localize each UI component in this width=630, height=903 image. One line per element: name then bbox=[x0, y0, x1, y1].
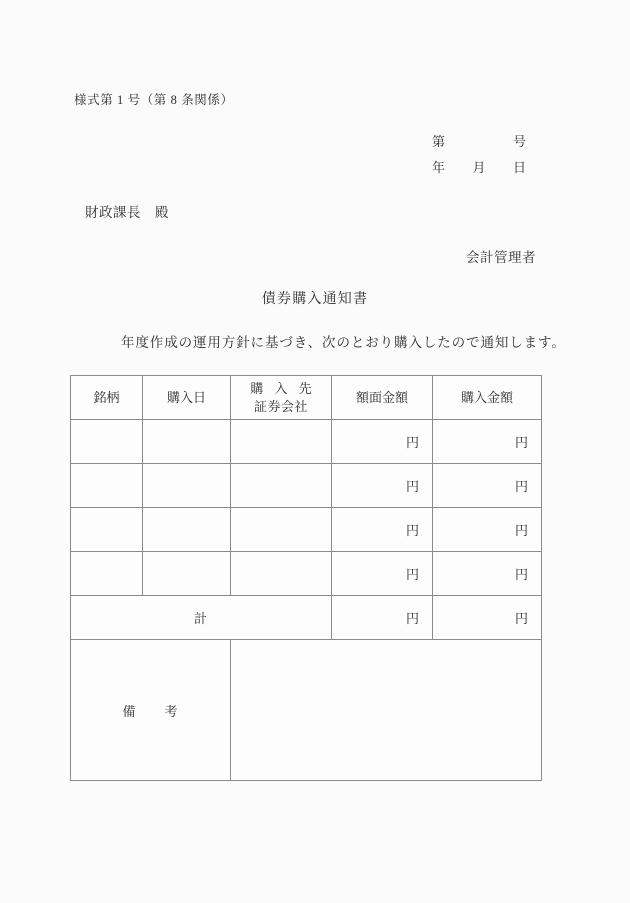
header-cell-purchase-value: 購入金額 bbox=[433, 376, 542, 420]
cell-broker[interactable] bbox=[231, 552, 332, 596]
cell-meigara[interactable] bbox=[71, 552, 143, 596]
table-row bbox=[71, 464, 542, 508]
total-face-value[interactable]: 円 bbox=[332, 596, 433, 640]
cell-meigara[interactable] bbox=[71, 508, 143, 552]
document-number-field: 第 号 bbox=[432, 134, 527, 149]
cell-purchase-value[interactable]: 円 bbox=[433, 552, 542, 596]
header-broker-line1: 購 入 先 bbox=[250, 380, 316, 396]
total-purchase-value[interactable]: 円 bbox=[433, 596, 542, 640]
purchase-table-container bbox=[70, 375, 541, 781]
total-label: 計 bbox=[71, 596, 332, 640]
cell-purchase-value[interactable]: 円 bbox=[433, 464, 542, 508]
header-broker-lines bbox=[231, 380, 331, 415]
document-date-field: 年 月 日 bbox=[432, 160, 527, 175]
sender-label: 会計管理者 bbox=[466, 250, 536, 265]
cell-purchase-value[interactable]: 円 bbox=[433, 508, 542, 552]
table-header-row bbox=[71, 376, 542, 420]
header-cell-face-value: 額面金額 bbox=[332, 376, 433, 420]
table-total-row bbox=[71, 596, 542, 640]
page-title: 債券購入通知書 bbox=[261, 292, 369, 307]
cell-meigara[interactable] bbox=[71, 420, 143, 464]
cell-purchase-value[interactable]: 円 bbox=[433, 420, 542, 464]
cell-face-value[interactable]: 円 bbox=[332, 420, 433, 464]
cell-purchase-date[interactable] bbox=[143, 420, 231, 464]
cell-face-value[interactable]: 円 bbox=[332, 464, 433, 508]
cell-purchase-date[interactable] bbox=[143, 508, 231, 552]
cell-purchase-date[interactable] bbox=[143, 552, 231, 596]
table-row bbox=[71, 420, 542, 464]
table-row bbox=[71, 508, 542, 552]
cell-broker[interactable] bbox=[231, 464, 332, 508]
purchase-table bbox=[70, 375, 542, 781]
header-cell-broker bbox=[231, 376, 332, 420]
header-broker-line2: 証券会社 bbox=[253, 398, 308, 414]
cell-meigara[interactable] bbox=[71, 464, 143, 508]
remarks-content[interactable] bbox=[231, 640, 542, 781]
header-cell-meigara: 銘柄 bbox=[71, 376, 143, 420]
cell-face-value[interactable]: 円 bbox=[332, 508, 433, 552]
form-number-label: 様式第 1 号（第 8 条関係） bbox=[74, 93, 234, 107]
remarks-label: 備 考 bbox=[71, 640, 231, 781]
table-remarks-row bbox=[71, 640, 542, 781]
header-cell-purchase-date: 購入日 bbox=[143, 376, 231, 420]
cell-purchase-date[interactable] bbox=[143, 464, 231, 508]
cell-face-value[interactable]: 円 bbox=[332, 552, 433, 596]
table-row bbox=[71, 552, 542, 596]
cell-broker[interactable] bbox=[231, 508, 332, 552]
cell-broker[interactable] bbox=[231, 420, 332, 464]
addressee-label: 財政課長 殿 bbox=[85, 205, 169, 220]
body-paragraph: 年度作成の運用方針に基づき、次のとおり購入したので通知します。 bbox=[121, 335, 566, 350]
